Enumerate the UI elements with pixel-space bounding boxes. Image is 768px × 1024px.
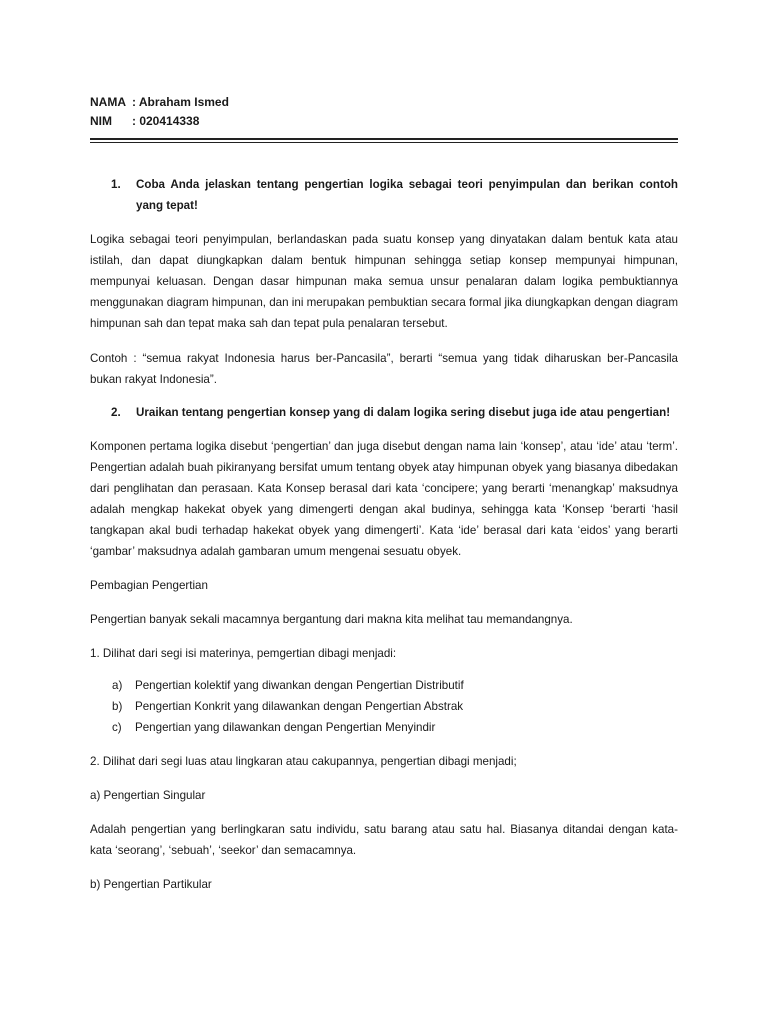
section-title: Pembagian Pengertian — [90, 579, 208, 592]
question-1-text: Coba Anda jelaskan tentang pengertian logika sebagai teori penyimpulan dan berikan contoh yang tepat! — [136, 178, 678, 212]
section-intro: Pengertian banyak sekali macamnya bergantung dari makna kita melihat tau memandangnya. — [90, 613, 573, 626]
answer-1-example: Contoh : “semua rakyat Indonesia harus ber-Pancasila”, berarti “semua yang tidak diharuskan ber-Pancasila bukan rakyat Indonesia”. — [90, 352, 678, 386]
list-item-marker: c) — [112, 721, 122, 734]
list-item-text: Pengertian kolektif yang diwankan dengan Pengertian Distributif — [135, 679, 464, 692]
question-2 — [90, 402, 678, 423]
point-2b-title: b) Pengertian Partikular — [90, 878, 212, 891]
list-item-text: Pengertian Konkrit yang dilawankan dengan Pengertian Abstrak — [135, 700, 464, 713]
list-item-text: Pengertian yang dilawankan dengan Pengertian Menyindir — [135, 721, 436, 734]
point-2a-text: Adalah pengertian yang berlingkaran satu individu, satu barang atau satu hal. Biasanya ditandai dengan kata- kata ‘seorang’, ‘sebuah’, ‘seekor’ dan semacamnya. — [90, 823, 678, 857]
list-item-marker: a) — [112, 679, 123, 692]
question-1-number: 1. — [111, 178, 121, 191]
point-1: 1. Dilihat dari segi isi materinya, pemgertian dibagi menjadi: — [90, 647, 397, 660]
nim-value: : 020414338 — [132, 114, 200, 128]
nim-row — [90, 112, 678, 131]
answer-2-paragraph: Komponen pertama logika disebut ‘pengertian’ dan juga disebut dengan nama lain ‘konsep’, atau ‘ide’ atau ‘term’. Pengertian adalah buah pikiranyang bersifat umum tentang obyek atay himpunan obyek yang biasanya dibedakan dari penglihatan dan perasaan. Kata Konsep berasal dari kata ‘concipere; yang berarti ‘menangkap’ maksudnya adalah mengkap hakekat obyek yang dimengerti dengan akal budinya, sehingga kata ‘Konsep ‘berarti ‘hasil tangkapan akal budi terhadap hakekat obyek yang dimengerti’. Kata ‘ide’ berasal dari kata ‘eidos’ yang berarti ‘gambar’ maksudnya adalah gambaran umum mengenai sesuatu obyek. — [90, 440, 678, 558]
answer-1-paragraph: Logika sebagai teori penyimpulan, berlandaskan pada suatu konsep yang dinyatakan dalam bentuk kata atau istilah, dan dapat diungkapkan dalam bentuk himpunan sehingga setiap konsep mempunyai himpunan, mempunyai keluasan. Dengan dasar himpunan maka semua unsur penalaran dalam logika pembuktiannya menggunakan diagram himpunan, dan ini merupakan pembuktian secara formal jika diungkapkan dengan diagram himpunan sah dan tepat maka sah dan tepat pula penalaran tersebut. — [90, 233, 678, 330]
name-label: NAMA — [90, 95, 126, 109]
list-item-marker: b) — [112, 700, 123, 713]
question-1 — [90, 174, 678, 216]
name-value: : Abraham Ismed — [132, 95, 229, 109]
list-item — [90, 675, 678, 696]
point-2a-title: a) Pengertian Singular — [90, 789, 206, 802]
nim-label: NIM — [90, 114, 112, 128]
header-rule-thick — [90, 138, 678, 140]
list-item — [90, 717, 678, 738]
question-2-text: Uraikan tentang pengertian konsep yang di dalam logika sering disebut juga ide atau pengertian! — [136, 406, 671, 419]
list-item — [90, 696, 678, 717]
header-rule-thin — [90, 142, 678, 143]
point-1-list — [90, 675, 678, 738]
document-page — [90, 93, 678, 895]
question-2-number: 2. — [111, 406, 121, 419]
point-2: 2. Dilihat dari segi luas atau lingkaran atau cakupannya, pengertian dibagi menjadi; — [90, 755, 517, 768]
name-row — [90, 93, 678, 112]
